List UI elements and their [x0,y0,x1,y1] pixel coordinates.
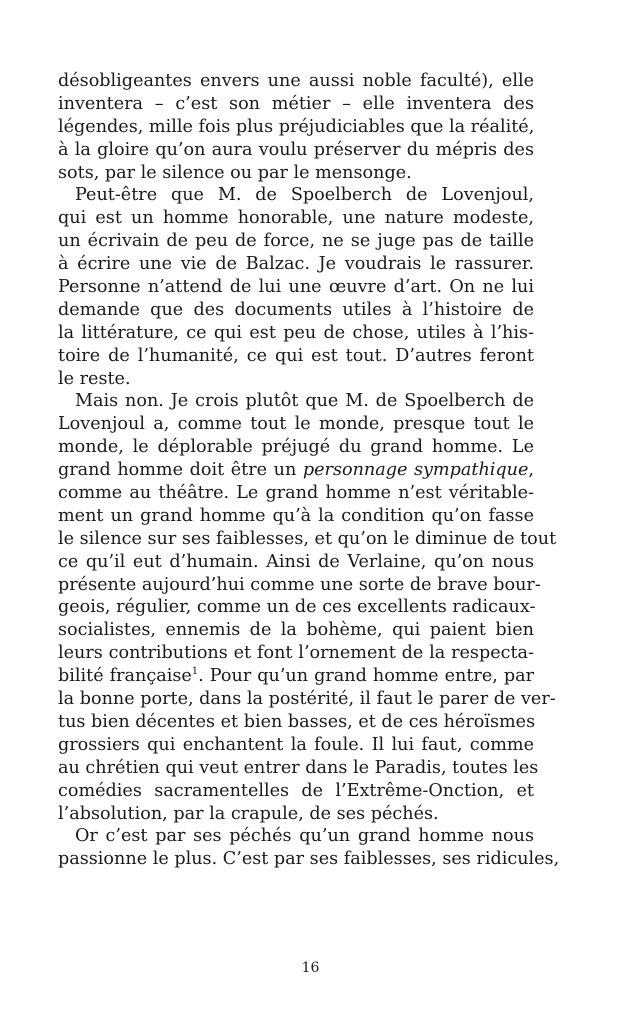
text-line: Peut-être que M. de Spoelberch de Lovenjoul, [75,185,534,206]
text-line: Or c’est par ses péchés qu’un grand homme nous [75,826,534,847]
text-line: Lovenjoul a, comme tout le monde, presque tout le [58,414,534,435]
footnote-reference[interactable]: 1 [191,666,199,678]
text-line: grossiers qui enchantent la foule. Il lui faut, comme [58,734,534,755]
page-number: 16 [301,960,320,976]
paragraph-2 [58,184,534,390]
text-line: un écrivain de peu de force, ne se juge pas de taille [58,231,534,252]
text-line [58,665,534,688]
text-line: sots, par le silence ou par le mensonge. [58,162,412,183]
text-line: leurs contributions et font l’ornement de la respecta- [58,643,534,664]
text-line: passionne le plus. C’est par ses faiblesses, ses ridicules, [58,849,560,870]
text-segment: grand homme doit être un [58,460,303,481]
text-line: geois, régulier, comme un de ces excellents radicaux- [58,597,536,618]
text-line: Mais non. Je crois plutôt que M. de Spoelberch de [75,391,534,412]
text-line: toire de l’humanité, ce qui est tout. D’autres feront [58,345,534,366]
text-segment: bilité française [58,666,192,687]
text-line: comme au théâtre. Le grand homme n’est véritable- [58,483,534,504]
text-line: monde, le déplorable préjugé du grand homme. Le [58,437,534,458]
text-line: inventera – c’est son métier – elle inventera des [58,93,534,114]
text-line: ment un grand homme qu’à la condition qu’on fasse [58,505,534,526]
text-segment: , [528,460,534,481]
text-line: à écrire une vie de Balzac. Je voudrais le rassurer. [58,254,534,275]
text-line: la littérature, ce qui est peu de chose, utiles à l’his- [58,322,534,343]
paragraph-4 [58,825,560,871]
text-line: légendes, mille fois plus préjudiciables que la réalité, [58,116,535,137]
page-body [58,70,560,871]
text-line: présente aujourd’hui comme une sorte de brave bour- [58,574,541,595]
text-line: le reste. [58,368,131,389]
text-line: Personne n’attend de lui une œuvre d’art. On ne lui [58,277,534,298]
italic-emphasis: personnage sympathique [302,460,529,481]
text-line: la bonne porte, dans la postérité, il faut le parer de ver- [58,689,556,710]
text-line: à la gloire qu’on aura voulu préserver du mépris des [58,139,534,160]
text-line: demande que des documents utiles à l’histoire de [58,299,534,320]
text-line: au chrétien qui veut entrer dans le Paradis, toutes les [58,757,539,778]
text-line: comédies sacramentelles de l’Extrême-Onction, et [58,780,534,801]
text-segment: . Pour qu’un grand homme entre, par [198,666,534,687]
text-line: qui est un homme honorable, une nature modeste, [58,208,534,229]
text-line: ce qu’il eut d’humain. Ainsi de Verlaine, qu’on nous [58,551,534,572]
text-line: socialistes, ennemis de la bohème, qui paient bien [58,620,534,641]
paragraph-3 [58,390,557,825]
paragraph-1 [58,70,534,184]
text-line: l’absolution, par la crapule, de ses péchés. [58,803,439,824]
text-line: tus bien décentes et bien basses, et de ces héroïsmes [58,711,536,732]
text-line [58,459,534,482]
text-line: désobligeantes envers une aussi noble faculté), elle [58,71,534,91]
text-line: le silence sur ses faiblesses, et qu’on le diminue de tout [58,528,557,549]
